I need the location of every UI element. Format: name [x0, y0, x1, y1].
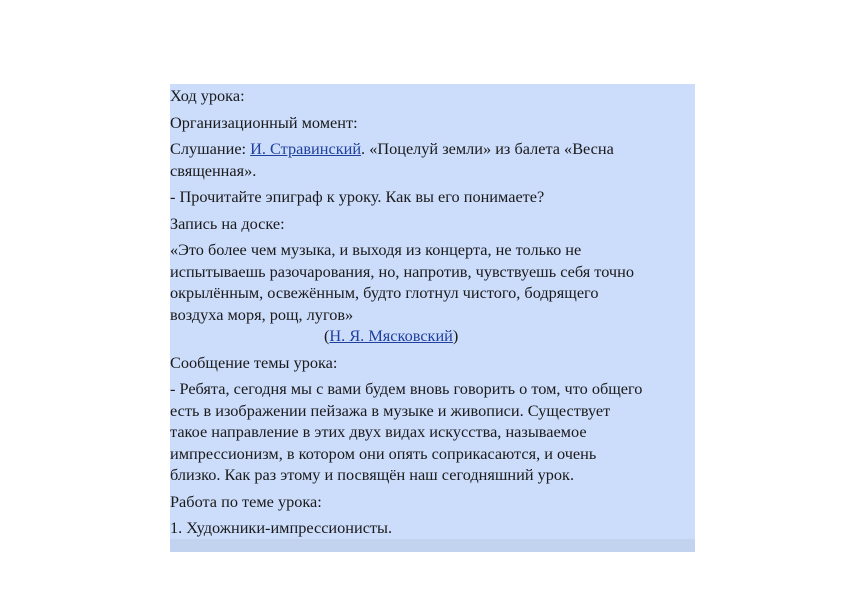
quote-line: испытываешь разочарования, но, напротив, чувствуешь себя точно — [170, 261, 634, 281]
quote-line: воздуха моря, рощ, лугов» — [170, 304, 354, 324]
quote-author-line — [170, 325, 695, 347]
author-open-paren: ( — [324, 326, 330, 345]
author-close-paren: ) — [452, 326, 459, 345]
topic-line: близко. Как раз этому и посвящён наш сегодняшний урок. — [170, 465, 575, 484]
topic-line: есть в изображении пейзажа в музыке и живописи. Существует — [170, 400, 611, 420]
block-bottom-band — [170, 539, 695, 552]
lesson-flow-heading: Ход урока: — [170, 86, 245, 105]
topic-paragraph — [170, 378, 695, 486]
topic-line: импрессионизм, в котором они опять соприкасаются, и очень — [170, 443, 597, 463]
lesson-plan-block — [170, 84, 695, 552]
org-moment-line: Организационный момент: — [170, 112, 358, 132]
quote-line: окрылённым, освежённым, будто глотнул чистого, бодрящего — [170, 283, 599, 302]
topic-line: - Ребята, сегодня мы с вами будем вновь говорить о том, что общего — [170, 379, 643, 398]
epigraph-question: - Прочитайте эпиграф к уроку. Как вы его понимаете? — [170, 187, 545, 206]
topic-message-label: Сообщение темы урока: — [170, 352, 338, 372]
board-note-label: Запись на доске: — [170, 213, 285, 233]
point-one-line: 1. Художники-импрессионисты. — [170, 518, 393, 537]
work-on-topic-label: Работа по теме урока: — [170, 491, 322, 511]
topic-line: такое направление в этих двух видах искусства, называемое — [170, 422, 587, 441]
myaskovsky-link[interactable]: Н. Я. Мясковский — [329, 326, 453, 345]
quote-line: «Это более чем музыка, и выходя из концерта, не только не — [170, 240, 582, 259]
listening-paragraph — [170, 138, 695, 181]
listening-prefix: Слушание: — [170, 139, 251, 158]
listening-line2: священная». — [170, 160, 257, 180]
listening-line1-rest: . «Поцелуй земли» из балета «Весна — [361, 139, 614, 158]
stravinsky-link[interactable]: И. Стравинский — [250, 139, 362, 158]
quote-paragraph — [170, 239, 695, 347]
